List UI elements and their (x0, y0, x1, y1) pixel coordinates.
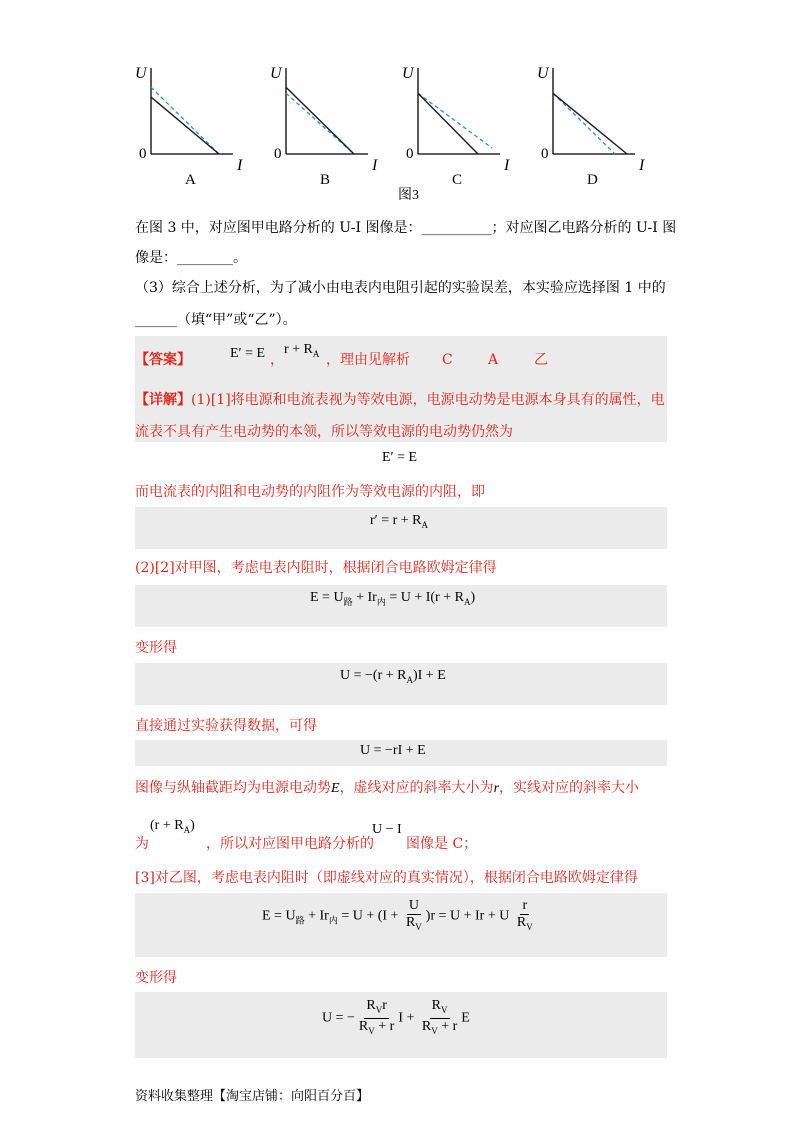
detail-p7-c: 图像是 C； (406, 836, 478, 852)
origin-label: 0 (274, 146, 282, 162)
detail-p7-b: ，所以对应图甲电路分析的 (206, 836, 374, 852)
detail-p8: [3]对乙图，考虑电表内阻时（即虚线对应的真实情况），根据闭合电路欧姆定律得 (135, 870, 638, 886)
graph-panel-a (133, 60, 263, 190)
dashed-line (553, 93, 615, 154)
graph-panel-d (535, 60, 665, 190)
detail-p1a: (1)[1]将电源和电流表视为等效电源，电源电动势是电源本身具有的属性，电 (191, 392, 665, 408)
solid-line (286, 87, 354, 154)
solid-line (553, 93, 627, 154)
equation-e-prime: E′ = E (382, 450, 418, 465)
equation-u-yi: U = − $\frac{R_Vr}{R_V + r}$ I + $\frac{R_V}{R_V + r}$ E (322, 998, 470, 1036)
detail-p2: 而电流表的内阻和电动势的内阻作为等效电源的内阻，即 (135, 484, 485, 500)
equation-jia: $E = U_路 + Ir_内 = U + I(r + R_A)$ (310, 590, 476, 607)
question-line-2: 像是：________。 (135, 250, 247, 266)
y-axis-label: U (135, 65, 147, 82)
y-axis-label: U (270, 65, 282, 82)
question-line-1: 在图 3 中，对应图甲电路分析的 U-I 图像是：__________；对应图乙电路分析的 U-I 图 (135, 220, 677, 236)
answer-reason: ，理由见解析 (326, 352, 410, 368)
equation-u-jia: $U = -(r + R_A)I + E$ (340, 668, 446, 685)
solid-line (418, 93, 478, 154)
origin-label: 0 (139, 146, 147, 162)
y-axis-label: U (537, 65, 549, 82)
detail-p7-a: 为 (135, 836, 149, 852)
detail-p3: (2)[2]对甲图，考虑电表内阻时，根据闭合电路欧姆定律得 (135, 560, 497, 576)
solid-line (151, 97, 219, 154)
answer-choice-1: C (442, 352, 453, 368)
detail-p9: 变形得 (135, 970, 177, 986)
graph-panel-b (268, 60, 398, 190)
x-axis-label: I (372, 157, 378, 174)
footer: 资料收集整理【淘宝店铺：向阳百分百】 (135, 1089, 370, 1104)
panel-label: A (185, 172, 196, 188)
answer-sep: ， (270, 352, 284, 368)
detail-tag: 【详解】 (135, 392, 191, 408)
question-3-line-1: （3）综合上述分析，为了减小由电表内电阻引起的实验误差，本实验应选择图 1 中的 (135, 280, 666, 296)
panel-label: B (320, 172, 331, 188)
figure-caption: 图3 (398, 188, 419, 203)
equation-yi: $E = U_路 + Ir_内 = U + (I$ + $\frac{U}{R_V}$ )r = U + Ir + U $\frac{r}{R_V}$ (262, 898, 533, 932)
detail-p7-ui: U − I (372, 822, 402, 837)
question-3-line-2: ______（填“甲”或“乙”）。 (135, 312, 297, 328)
x-axis-label: I (639, 157, 645, 174)
origin-label: 0 (406, 146, 414, 162)
y-axis-label: U (402, 65, 414, 82)
panel-label: D (587, 172, 598, 188)
graph-panel-c (400, 60, 530, 190)
answer-tag: 【答案】 (135, 352, 191, 368)
detail-p5: 直接通过实验获得数据，可得 (135, 718, 317, 734)
answer-eq-2: $r + R_A$ (284, 342, 320, 359)
answer-choice-2: A (488, 352, 499, 368)
detail-p1b: 流表不具有产生电动势的本领，所以等效电源的电动势仍然为 (135, 424, 513, 440)
detail-p6: 图像与纵轴截距均为电源电动势E，虚线对应的斜率大小为r，实线对应的斜率大小 (135, 780, 640, 796)
x-axis-label: I (504, 157, 510, 174)
answer-choice-3: 乙 (534, 352, 548, 368)
detail-p7-eq: $(r + R_A)$ (150, 818, 195, 835)
x-axis-label: I (237, 157, 243, 174)
panel-label: C (452, 172, 463, 188)
equation-u-measured: U = −rI + E (360, 743, 426, 758)
dashed-line (151, 87, 219, 154)
origin-label: 0 (541, 146, 549, 162)
dashed-line (418, 93, 492, 148)
answer-eq-1: E′ = E (230, 346, 266, 361)
equation-r-prime: $r' = r + R_A$ (370, 513, 429, 530)
detail-p4: 变形得 (135, 640, 177, 656)
